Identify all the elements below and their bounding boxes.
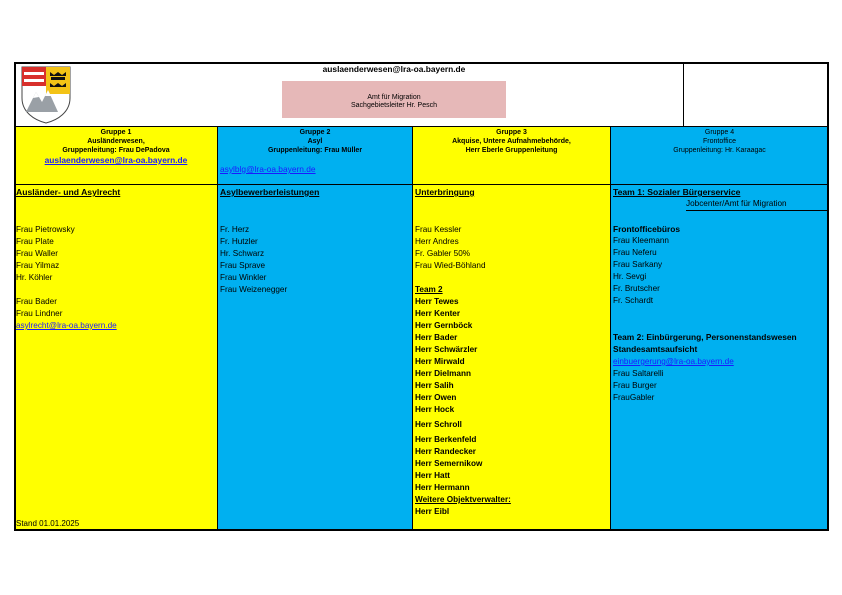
group-1-lead: Gruppenleitung: Frau DePadova: [62, 147, 170, 154]
weitere-label: Weitere Objektverwalter:: [415, 495, 511, 504]
group-1-title: Gruppe 1: [100, 129, 132, 136]
list-item: Herr Owen: [415, 393, 457, 402]
col1-staff-list: [16, 224, 75, 284]
list-item: Herr Mirwald: [415, 357, 465, 366]
banner-subtitle: Sachgebietsleiter Hr. Pesch: [351, 102, 437, 109]
team2-label: Team 2: [415, 285, 443, 294]
einbuergerung-email[interactable]: einbuergerung@lra-oa.bayern.de: [613, 357, 734, 366]
list-item: Hr. Schwarz: [220, 249, 265, 258]
list-item: FrauGabler: [613, 393, 655, 402]
col3-heading: Unterbringung: [415, 187, 475, 197]
migration-office-banner: [282, 81, 506, 118]
list-item: Herr Schroll: [415, 420, 462, 429]
coat-of-arms-logo: [20, 64, 72, 124]
group-3-lead: Herr Eberle Gruppenleitung: [465, 147, 558, 154]
group-2-email[interactable]: asylblg@lra-oa.bayern.de: [220, 164, 316, 174]
group-2-lead: Gruppenleitung: Frau Müller: [267, 147, 363, 154]
list-item: Herr Schwärzler: [415, 345, 478, 354]
list-item: Frau Saltarelli: [613, 369, 664, 378]
col4-team2-heading: Team 2: Einbürgerung, Personenstandswesen: [613, 332, 797, 342]
list-item: Hr. Sevgi: [613, 272, 647, 281]
group-3-header: [413, 128, 610, 155]
col4-frontoffice-heading: Frontofficebüros: [613, 224, 680, 234]
list-item: Herr Berkenfeld: [415, 435, 477, 444]
header-right-divider: [683, 62, 684, 126]
list-item: Herr Andres: [415, 237, 459, 246]
col4-team1-heading: Team 1: Sozialer Bürgerservice: [613, 187, 741, 197]
col1-staff-list-2: [16, 296, 117, 332]
col4-frontoffice-list: [613, 235, 669, 307]
group-4-title: Gruppe 4: [704, 129, 735, 136]
group-3-topic: Akquise, Untere Aufnahmebehörde,: [452, 138, 571, 145]
list-item: Fr. Gabler 50%: [415, 249, 471, 258]
list-item: Herr Hatt: [415, 471, 451, 480]
col3-staff-list: [415, 224, 486, 272]
list-item: Frau Kleemann: [613, 236, 669, 245]
stand-date: Stand 01.01.2025: [16, 519, 80, 528]
list-item: Herr Hermann: [415, 483, 470, 492]
col4-team2-list: [613, 356, 734, 404]
list-item: Frau Pietrowsky: [16, 225, 75, 234]
list-item: Frau Waller: [16, 249, 59, 258]
list-item: Herr Randecker: [415, 447, 476, 456]
group-4-header: [611, 128, 828, 155]
col-divider-2: [412, 126, 413, 531]
list-item: Herr Bader: [415, 333, 458, 342]
col-divider-1: [217, 126, 218, 531]
list-item: Herr Semernikow: [415, 459, 483, 468]
list-item: Frau Winkler: [220, 273, 267, 282]
list-item: Frau Lindner: [16, 309, 63, 318]
group-header-divider: [14, 184, 829, 185]
col4-team2-subtitle: Standesamtsaufsicht: [613, 344, 698, 354]
col-divider-3: [610, 126, 611, 531]
col2-staff-list: [220, 224, 287, 296]
list-item: Herr Kenter: [415, 309, 461, 318]
list-item: Frau Burger: [613, 381, 657, 390]
header-divider: [14, 126, 829, 127]
list-item: Frau Neferu: [613, 248, 657, 257]
col3-team2-list: [415, 284, 511, 518]
asylrecht-email[interactable]: asylrecht@lra-oa.bayern.de: [16, 321, 117, 330]
group-4-topic: Frontoffice: [703, 138, 736, 145]
list-item: Herr Eibl: [415, 507, 450, 516]
group-2-topic: Asyl: [307, 138, 323, 145]
list-item: Herr Dielmann: [415, 369, 471, 378]
list-item: Fr. Herz: [220, 225, 250, 234]
list-item: Frau Plate: [16, 237, 54, 246]
group-2-header: [218, 128, 412, 155]
list-item: Frau Wied-Böhland: [415, 261, 486, 270]
col2-heading: Asylbewerberleistungen: [220, 187, 320, 197]
group-1-header: [15, 128, 217, 166]
list-item: Frau Yilmaz: [16, 261, 60, 270]
list-item: Herr Salih: [415, 381, 454, 390]
col4-team1-subtitle: Jobcenter/Amt für Migration: [686, 199, 787, 208]
list-item: Hr. Köhler: [16, 273, 53, 282]
list-item: Herr Gernböck: [415, 321, 473, 330]
list-item: Fr. Brutscher: [613, 284, 660, 293]
list-item: Frau Weizenegger: [220, 285, 288, 294]
header-email[interactable]: auslaenderwesen@lra-oa.bayern.de: [322, 64, 466, 74]
group-1-email[interactable]: auslaenderwesen@lra-oa.bayern.de: [44, 155, 188, 165]
banner-title: Amt für Migration: [367, 94, 421, 101]
group-1-topic: Ausländerwesen,: [87, 138, 145, 145]
list-item: Frau Bader: [16, 297, 57, 306]
group-3-title: Gruppe 3: [496, 129, 527, 136]
group-4-lead: Gruppenleitung: Hr. Karaagac: [673, 147, 766, 154]
list-item: Fr. Hutzler: [220, 237, 258, 246]
list-item: Frau Kessler: [415, 225, 462, 234]
col4-team1-underline: [686, 210, 829, 211]
list-item: Herr Hock: [415, 405, 455, 414]
group-2-title: Gruppe 2: [299, 129, 331, 136]
list-item: Frau Sprave: [220, 261, 266, 270]
list-item: Fr. Schardt: [613, 296, 654, 305]
list-item: Herr Tewes: [415, 297, 459, 306]
list-item: Frau Sarkany: [613, 260, 663, 269]
col1-heading: Ausländer- und Asylrecht: [16, 187, 121, 197]
